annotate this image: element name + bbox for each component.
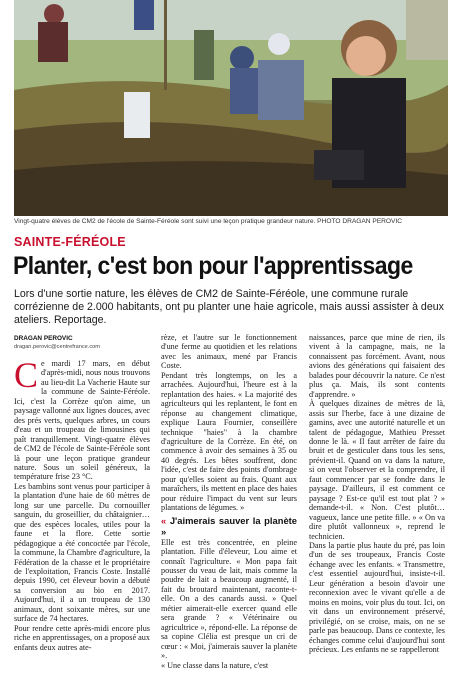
author-byline: DRAGAN PEROVIC (14, 335, 73, 342)
paragraph: « Une classe dans la nature, c'est (161, 660, 269, 670)
article-column-2 (161, 333, 297, 675)
subhead-quote-mark: « (161, 514, 167, 526)
article-kicker: SAINTE-FÉRÉOLE (14, 235, 126, 249)
paragraph (14, 355, 150, 482)
paragraph: Elle est très concentrée, en pleine plantation. Fille d'éleveur, Lou aime et connaît l'agriculture. « Mon papa fait pousser du veau de lait, mais comme la poudre de lait a beaucoup augmenté, il fait du broutard maintenant, raconte-t-elle. On a des canards aussi. » Quel métier aimerait-elle exercer quand elle sera grande ? « Vétérinaire ou agricultrice », répond-elle. La réponse de sa copine Clélia est presque un cri de cœur : « Moi, j'aimerais sauver la planète ». (161, 537, 297, 661)
paragraph: Pour rendre cette après-midi encore plus riche en apprentissages, on a proposé aux enfants deux autres ate- (14, 623, 150, 652)
subhead-text: J'aimerais sauver la planète » (161, 514, 297, 537)
paragraph: Dans la partie plus haute du pré, pas loin d'un de ses troupeaux, Francis Coste échange avec les enfants. « Transmettre, c'est essentiel aujourd'hui, insiste-t-il. Leur génération a besoin d'avoir une reconnexion avec le vivant qu'elle a de moins en moins, voir plus du tout. Ici, on vit dans un environnement préservé, privilégié, on se croise, mais, on ne se parle pas beaucoup. Dans ce contexte, les échanges comme celui d'aujourd'hui sont précieux. Les enfants ne se rappelleront (309, 540, 445, 654)
paragraph: rèze, et l'autre sur le fonctionnement d'une ferme au quotidien et les relations avec les animaux, mené par Francis Coste. (161, 333, 297, 371)
article-column-3 (309, 333, 445, 675)
paragraph: À quelques dizaines de mètres de là, assis sur l'herbe, face à une dizaine de gamins, avec une autorité naturelle et un talent de pédagogue, Mathieu Presset donne le là. « Il faut arrêter de faire du bruit et de gesticuler dans tous les sens, prévient-il. Quand on va dans la nature, si on veut l'observer et la comprendre, il faut commencer par se fondre dans le paysage. D'ailleurs, il est comment ce paysage ? Est-ce qu'il est tout plat ? » demande-t-il. « Non. C'est plutôt… vagueux, lance une petite fille. » « On va dire plutôt vallonneux », reprend le technicien. (309, 399, 445, 541)
paragraph: Les bambins sont venus pour participer à la plantation d'une haie de 60 mètres de long sur une parcelle. Du cornouiller sanguin, du groseillier, du châtaignier… que des espèces locales, utiles pour la faune et la flore. Cette sortie pédagogique a été concoctée par l'école, la commune, la Chambre d'agriculture, la Fédération de la chasse et le propriétaire de l'exploitation, Francis Coste. Installé depuis 1990, cet éleveur bovin a débuté sa conversion au bio en 2017. Aujourd'hui, il a un troupeau de 130 animaux, dont soixante mères, sur une surface de 74 hectares. (14, 481, 150, 624)
drop-cap: C (14, 355, 39, 395)
article-column-1 (14, 335, 150, 675)
paragraph-text: e mardi 17 mars, en début d'après-midi, nous nous trouvons au lieu-dit La Vacherie Haute sur la commune de Sainte-Féréole. Ici, c'est la Corrèze qu'on aime, un paysage vallonné aux lignes douces, avec des prés verts, quelques arbres, un cours d'eau et un troupeau de limousines qui paît tranquillement. Vingt-quatre élèves de CM2 de l'école de Sainte-Féréole sont là pour une leçon pratique grandeur nature. Sous un soleil généreux, la température frise 23 °C. (14, 359, 150, 482)
author-email: dragan.perovic@centrefrance.com (14, 344, 100, 350)
photo-caption: Vingt-quatre élèves de CM2 de l'école de Sainte-Féréole sont suivi une leçon pratique grandeur nature. PHOTO DRAGAN PEROVIC (14, 218, 403, 225)
article-lead: Lors d'une sortie nature, les élèves de CM2 de Sainte-Féréole, une commune rurale corrézienne de 2.000 habitants, ont pu planter une haie agricole, mais aussi assister à deux ateliers. Reportage. (14, 288, 444, 327)
paragraph: naissances, parce que mine de rien, ils vivent à la campagne, mais, ne la connaissent pas forcément. Avant, nous avions des générations qui faisaient des balades pour découvrir la nature. Ce n'est plus ça. Mais, ils sont contents d'apprendre. » (309, 333, 445, 399)
article-headline: Planter, c'est bon pour l'apprentissage (13, 252, 413, 280)
paragraph: Pendant très longtemps, on les a arrachées. Aujourd'hui, l'heure est à la replantation des haies. « La majorité des agriculteurs qui les replantent, le font en réponse au changement climatique, explique Laura Fournier, conseillère technique "haies" à la chambre d'agriculture de la Corrèze. En été, on commence à avoir des semaines à 35 ou 40 degrés. Les bêtes souffrent, donc l'idée, c'est de faire des points d'ombrage pour qu'elles soient au frais. Quant aux maraîchers, ils mettent en place des haies pour réduire l'impact du vent sur leurs plantations de légumes. » (161, 370, 297, 513)
article-photo (14, 0, 448, 216)
photo-illustration (14, 0, 448, 216)
section-subhead (161, 515, 297, 537)
